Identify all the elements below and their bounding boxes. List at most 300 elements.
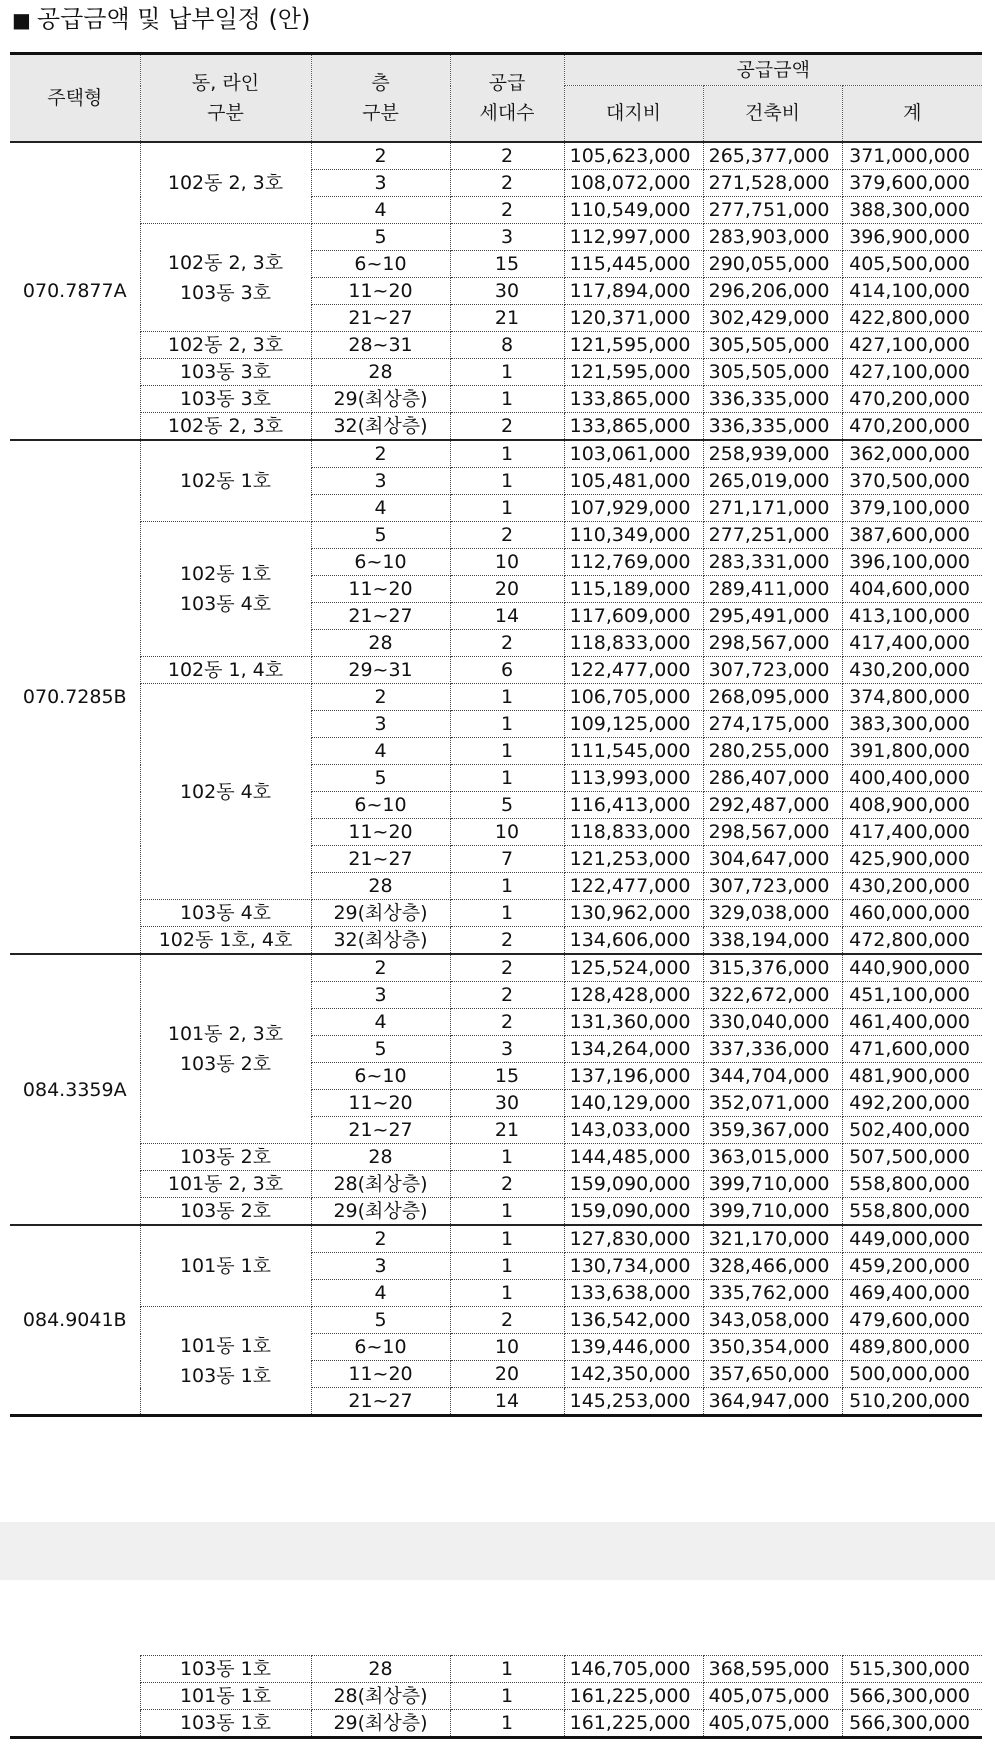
building-cost-cell: 271,528,000	[703, 170, 842, 197]
floor-cell: 28	[311, 873, 450, 900]
total-cell: 425,900,000	[842, 846, 982, 873]
land-cost-cell: 130,962,000	[564, 900, 703, 927]
total-cell: 566,300,000	[842, 1683, 982, 1710]
units-cell: 1	[450, 684, 564, 711]
total-cell: 362,000,000	[842, 440, 982, 468]
table-row	[10, 900, 982, 927]
land-cost-cell: 130,734,000	[564, 1253, 703, 1280]
building-cost-cell: 307,723,000	[703, 873, 842, 900]
units-cell: 1	[450, 1683, 564, 1710]
total-cell: 469,400,000	[842, 1280, 982, 1307]
units-cell: 2	[450, 142, 564, 170]
building-cost-cell: 399,710,000	[703, 1198, 842, 1226]
land-cost-cell: 109,125,000	[564, 711, 703, 738]
page-break-gap	[0, 1522, 995, 1580]
dong-line-cell	[140, 684, 311, 900]
land-cost-cell: 121,253,000	[564, 846, 703, 873]
header-dong-line: 동, 라인 구분	[140, 54, 311, 143]
continuation-table	[10, 1655, 982, 1739]
units-cell: 6	[450, 657, 564, 684]
floor-cell: 11~20	[311, 1361, 450, 1388]
floor-cell: 11~20	[311, 819, 450, 846]
building-cost-cell: 283,331,000	[703, 549, 842, 576]
table-body	[10, 142, 982, 1416]
units-cell: 1	[450, 495, 564, 522]
total-cell: 451,100,000	[842, 982, 982, 1009]
building-cost-cell: 298,567,000	[703, 819, 842, 846]
total-cell: 430,200,000	[842, 657, 982, 684]
floor-cell: 32(최상층)	[311, 413, 450, 441]
land-cost-cell: 128,428,000	[564, 982, 703, 1009]
dong-line-text: 101동 1호	[179, 1334, 272, 1357]
land-cost-cell: 136,542,000	[564, 1307, 703, 1334]
land-cost-cell: 131,360,000	[564, 1009, 703, 1036]
units-cell: 2	[450, 1307, 564, 1334]
total-cell: 471,600,000	[842, 1036, 982, 1063]
units-cell: 1	[450, 1280, 564, 1307]
total-cell: 388,300,000	[842, 197, 982, 224]
dong-line-text: 102동 4호	[179, 780, 272, 803]
dong-line-text: 101동 2, 3호	[167, 1023, 284, 1045]
dong-line-text: 103동 2호	[179, 1200, 272, 1222]
floor-cell: 28(최상층)	[311, 1171, 450, 1198]
units-cell: 2	[450, 954, 564, 982]
building-cost-cell: 399,710,000	[703, 1171, 842, 1198]
building-cost-cell: 277,251,000	[703, 522, 842, 549]
units-cell: 1	[450, 765, 564, 792]
land-cost-cell: 120,371,000	[564, 305, 703, 332]
table-row	[10, 386, 982, 413]
total-cell: 500,000,000	[842, 1361, 982, 1388]
dong-line-cell: 103동 1호	[140, 1656, 311, 1683]
floor-cell: 3	[311, 1253, 450, 1280]
units-cell: 1	[450, 386, 564, 413]
table-row	[10, 657, 982, 684]
table-row	[10, 359, 982, 386]
land-cost-cell: 118,833,000	[564, 819, 703, 846]
total-cell: 558,800,000	[842, 1198, 982, 1226]
land-cost-cell: 159,090,000	[564, 1171, 703, 1198]
total-cell: 396,900,000	[842, 224, 982, 251]
total-cell: 417,400,000	[842, 630, 982, 657]
floor-cell: 28~31	[311, 332, 450, 359]
table-row	[10, 142, 982, 170]
housing-type-cell: 084.9041B	[10, 1225, 140, 1416]
floor-cell: 28	[311, 1656, 450, 1683]
land-cost-cell: 139,446,000	[564, 1334, 703, 1361]
dong-line-cell	[140, 359, 311, 386]
units-cell: 1	[450, 873, 564, 900]
floor-cell: 29(최상층)	[311, 1710, 450, 1738]
floor-cell: 5	[311, 522, 450, 549]
land-cost-cell: 110,349,000	[564, 522, 703, 549]
land-cost-cell: 116,413,000	[564, 792, 703, 819]
land-cost-cell: 121,595,000	[564, 332, 703, 359]
building-cost-cell: 290,055,000	[703, 251, 842, 278]
units-cell: 7	[450, 846, 564, 873]
floor-cell: 11~20	[311, 1090, 450, 1117]
table-row	[10, 440, 982, 468]
header-land-cost: 대지비	[564, 86, 703, 143]
continuation-body	[10, 1656, 982, 1738]
total-cell: 396,100,000	[842, 549, 982, 576]
total-cell: 460,000,000	[842, 900, 982, 927]
header-supply-amount: 공급금액	[564, 54, 982, 86]
floor-cell: 21~27	[311, 603, 450, 630]
header-floor: 층 구분	[311, 54, 450, 143]
total-cell: 492,200,000	[842, 1090, 982, 1117]
dong-line-text: 102동 2, 3호	[167, 334, 284, 356]
units-cell: 20	[450, 1361, 564, 1388]
dong-line-cell: 103동 1호	[140, 1710, 311, 1738]
building-cost-cell: 363,015,000	[703, 1144, 842, 1171]
total-cell: 408,900,000	[842, 792, 982, 819]
land-cost-cell: 133,865,000	[564, 386, 703, 413]
total-cell: 440,900,000	[842, 954, 982, 982]
table-row	[10, 1710, 982, 1738]
building-cost-cell: 330,040,000	[703, 1009, 842, 1036]
floor-cell: 6~10	[311, 549, 450, 576]
table-row	[10, 1683, 982, 1710]
building-cost-cell: 280,255,000	[703, 738, 842, 765]
table-row	[10, 954, 982, 982]
empty-type-cell	[10, 1683, 140, 1710]
floor-cell: 3	[311, 982, 450, 1009]
dong-line-cell	[140, 440, 311, 522]
table-header	[10, 54, 982, 143]
units-cell: 14	[450, 603, 564, 630]
dong-line-text: 103동 4호	[179, 902, 272, 924]
dong-line-text: 102동 1호, 4호	[158, 929, 293, 951]
floor-cell: 32(최상층)	[311, 927, 450, 955]
housing-type-cell: 070.7877A	[10, 142, 140, 440]
land-cost-cell: 115,445,000	[564, 251, 703, 278]
total-cell: 566,300,000	[842, 1710, 982, 1738]
land-cost-cell: 134,264,000	[564, 1036, 703, 1063]
total-cell: 481,900,000	[842, 1063, 982, 1090]
table-row	[10, 684, 982, 711]
total-cell: 413,100,000	[842, 603, 982, 630]
table-row	[10, 1144, 982, 1171]
land-cost-cell: 107,929,000	[564, 495, 703, 522]
floor-cell: 2	[311, 954, 450, 982]
units-cell: 2	[450, 197, 564, 224]
floor-cell: 4	[311, 738, 450, 765]
floor-cell: 4	[311, 1009, 450, 1036]
housing-type-cell: 070.7285B	[10, 440, 140, 954]
floor-cell: 28	[311, 630, 450, 657]
units-cell: 21	[450, 1117, 564, 1144]
building-cost-cell: 329,038,000	[703, 900, 842, 927]
floor-cell: 21~27	[311, 1388, 450, 1416]
dong-line-cell	[140, 142, 311, 224]
land-cost-cell: 122,477,000	[564, 873, 703, 900]
building-cost-cell: 304,647,000	[703, 846, 842, 873]
units-cell: 2	[450, 982, 564, 1009]
land-cost-cell: 105,623,000	[564, 142, 703, 170]
total-cell: 383,300,000	[842, 711, 982, 738]
building-cost-cell: 359,367,000	[703, 1117, 842, 1144]
floor-cell: 6~10	[311, 1063, 450, 1090]
floor-cell: 6~10	[311, 251, 450, 278]
land-cost-cell: 159,090,000	[564, 1198, 703, 1226]
floor-cell: 4	[311, 1280, 450, 1307]
units-cell: 10	[450, 1334, 564, 1361]
units-cell: 8	[450, 332, 564, 359]
table-row	[10, 332, 982, 359]
table-row	[10, 1171, 982, 1198]
units-cell: 2	[450, 927, 564, 955]
total-cell: 370,500,000	[842, 468, 982, 495]
header-building-cost: 건축비	[703, 86, 842, 143]
building-cost-cell: 344,704,000	[703, 1063, 842, 1090]
building-cost-cell: 265,377,000	[703, 142, 842, 170]
total-cell: 400,400,000	[842, 765, 982, 792]
units-cell: 1	[450, 738, 564, 765]
building-cost-cell: 350,354,000	[703, 1334, 842, 1361]
building-cost-cell: 337,336,000	[703, 1036, 842, 1063]
land-cost-cell: 103,061,000	[564, 440, 703, 468]
units-cell: 1	[450, 359, 564, 386]
building-cost-cell: 322,672,000	[703, 982, 842, 1009]
land-cost-cell: 110,549,000	[564, 197, 703, 224]
units-cell: 30	[450, 278, 564, 305]
units-cell: 1	[450, 468, 564, 495]
land-cost-cell: 144,485,000	[564, 1144, 703, 1171]
total-cell: 427,100,000	[842, 359, 982, 386]
units-cell: 2	[450, 170, 564, 197]
building-cost-cell: 307,723,000	[703, 657, 842, 684]
land-cost-cell: 115,189,000	[564, 576, 703, 603]
floor-cell: 11~20	[311, 278, 450, 305]
header-supply-units: 공급 세대수	[450, 54, 564, 143]
building-cost-cell: 405,075,000	[703, 1683, 842, 1710]
units-cell: 1	[450, 1225, 564, 1253]
land-cost-cell: 143,033,000	[564, 1117, 703, 1144]
units-cell: 3	[450, 1036, 564, 1063]
total-cell: 515,300,000	[842, 1656, 982, 1683]
dong-line-cell	[140, 1198, 311, 1226]
total-cell: 470,200,000	[842, 386, 982, 413]
building-cost-cell: 289,411,000	[703, 576, 842, 603]
units-cell: 15	[450, 1063, 564, 1090]
table-row	[10, 522, 982, 549]
floor-cell: 2	[311, 440, 450, 468]
dong-line-text: 103동 1호	[179, 1364, 272, 1387]
building-cost-cell: 357,650,000	[703, 1361, 842, 1388]
land-cost-cell: 145,253,000	[564, 1388, 703, 1416]
header-housing-type: 주택형	[10, 54, 140, 143]
supply-price-table	[10, 52, 982, 1417]
land-cost-cell: 161,225,000	[564, 1710, 703, 1738]
land-cost-cell: 161,225,000	[564, 1683, 703, 1710]
units-cell: 1	[450, 1656, 564, 1683]
floor-cell: 5	[311, 1307, 450, 1334]
land-cost-cell: 113,993,000	[564, 765, 703, 792]
square-bullet-icon: ■	[12, 8, 31, 32]
total-cell: 470,200,000	[842, 413, 982, 441]
table-row	[10, 927, 982, 955]
building-cost-cell: 286,407,000	[703, 765, 842, 792]
floor-cell: 5	[311, 224, 450, 251]
floor-cell: 2	[311, 142, 450, 170]
floor-cell: 21~27	[311, 846, 450, 873]
land-cost-cell: 108,072,000	[564, 170, 703, 197]
land-cost-cell: 111,545,000	[564, 738, 703, 765]
land-cost-cell: 112,997,000	[564, 224, 703, 251]
land-cost-cell: 133,865,000	[564, 413, 703, 441]
total-cell: 414,100,000	[842, 278, 982, 305]
building-cost-cell: 405,075,000	[703, 1710, 842, 1738]
units-cell: 30	[450, 1090, 564, 1117]
dong-line-cell	[140, 332, 311, 359]
page-title-text: 공급금액 및 납부일정 (안)	[36, 5, 311, 33]
total-cell: 461,400,000	[842, 1009, 982, 1036]
land-cost-cell: 125,524,000	[564, 954, 703, 982]
building-cost-cell: 321,170,000	[703, 1225, 842, 1253]
total-cell: 404,600,000	[842, 576, 982, 603]
land-cost-cell: 134,606,000	[564, 927, 703, 955]
total-cell: 510,200,000	[842, 1388, 982, 1416]
floor-cell: 29(최상층)	[311, 1198, 450, 1226]
floor-cell: 21~27	[311, 1117, 450, 1144]
building-cost-cell: 268,095,000	[703, 684, 842, 711]
building-cost-cell: 328,466,000	[703, 1253, 842, 1280]
floor-cell: 29(최상층)	[311, 900, 450, 927]
housing-type-cell: 084.3359A	[10, 954, 140, 1225]
total-cell: 502,400,000	[842, 1117, 982, 1144]
dong-line-cell	[140, 1171, 311, 1198]
land-cost-cell: 122,477,000	[564, 657, 703, 684]
floor-cell: 4	[311, 197, 450, 224]
building-cost-cell: 305,505,000	[703, 332, 842, 359]
dong-line-text: 102동 1호	[179, 470, 272, 492]
total-cell: 371,000,000	[842, 142, 982, 170]
dong-line-text: 102동 2, 3호	[167, 251, 284, 274]
building-cost-cell: 338,194,000	[703, 927, 842, 955]
dong-line-text: 102동 2, 3호	[167, 415, 284, 437]
dong-line-text: 103동 2호	[179, 1146, 272, 1168]
floor-cell: 5	[311, 1036, 450, 1063]
units-cell: 5	[450, 792, 564, 819]
total-cell: 374,800,000	[842, 684, 982, 711]
building-cost-cell: 343,058,000	[703, 1307, 842, 1334]
floor-cell: 21~27	[311, 305, 450, 332]
floor-cell: 3	[311, 711, 450, 738]
floor-cell: 2	[311, 1225, 450, 1253]
total-cell: 427,100,000	[842, 332, 982, 359]
dong-line-text: 102동 2, 3호	[167, 172, 284, 194]
dong-line-text: 103동 3호	[179, 388, 272, 410]
dong-line-cell	[140, 900, 311, 927]
floor-cell: 11~20	[311, 576, 450, 603]
building-cost-cell: 265,019,000	[703, 468, 842, 495]
floor-cell: 29(최상층)	[311, 386, 450, 413]
units-cell: 14	[450, 1388, 564, 1416]
dong-line-cell	[140, 1144, 311, 1171]
building-cost-cell: 368,595,000	[703, 1656, 842, 1683]
dong-line-cell	[140, 386, 311, 413]
floor-cell: 4	[311, 495, 450, 522]
total-cell: 507,500,000	[842, 1144, 982, 1171]
units-cell: 2	[450, 630, 564, 657]
building-cost-cell: 364,947,000	[703, 1388, 842, 1416]
units-cell: 1	[450, 711, 564, 738]
land-cost-cell: 118,833,000	[564, 630, 703, 657]
table-row	[10, 1198, 982, 1226]
empty-type-cell	[10, 1656, 140, 1683]
units-cell: 1	[450, 1710, 564, 1738]
dong-line-cell	[140, 522, 311, 657]
dong-line-text: 101동 2, 3호	[167, 1173, 284, 1195]
floor-cell: 29~31	[311, 657, 450, 684]
building-cost-cell: 305,505,000	[703, 359, 842, 386]
floor-cell: 5	[311, 765, 450, 792]
floor-cell: 28	[311, 1144, 450, 1171]
land-cost-cell: 112,769,000	[564, 549, 703, 576]
building-cost-cell: 283,903,000	[703, 224, 842, 251]
units-cell: 2	[450, 1171, 564, 1198]
total-cell: 479,600,000	[842, 1307, 982, 1334]
total-cell: 387,600,000	[842, 522, 982, 549]
building-cost-cell: 295,491,000	[703, 603, 842, 630]
units-cell: 10	[450, 549, 564, 576]
dong-line-cell	[140, 413, 311, 441]
units-cell: 1	[450, 1198, 564, 1226]
dong-line-text: 103동 4호	[179, 593, 272, 615]
land-cost-cell: 105,481,000	[564, 468, 703, 495]
building-cost-cell: 336,335,000	[703, 413, 842, 441]
floor-cell: 6~10	[311, 792, 450, 819]
dong-line-cell	[140, 657, 311, 684]
land-cost-cell: 117,609,000	[564, 603, 703, 630]
units-cell: 2	[450, 522, 564, 549]
total-cell: 489,800,000	[842, 1334, 982, 1361]
dong-line-cell	[140, 927, 311, 955]
total-cell: 405,500,000	[842, 251, 982, 278]
floor-cell: 28	[311, 359, 450, 386]
table-row	[10, 1225, 982, 1253]
land-cost-cell: 121,595,000	[564, 359, 703, 386]
total-cell: 379,100,000	[842, 495, 982, 522]
units-cell: 1	[450, 1253, 564, 1280]
dong-line-text: 103동 3호	[179, 361, 272, 383]
land-cost-cell: 137,196,000	[564, 1063, 703, 1090]
table-row	[10, 1307, 982, 1334]
total-cell: 422,800,000	[842, 305, 982, 332]
building-cost-cell: 298,567,000	[703, 630, 842, 657]
dong-line-text: 101동 1호	[179, 1255, 272, 1277]
table-row	[10, 1656, 982, 1683]
floor-cell: 3	[311, 170, 450, 197]
dong-line-text: 103동 3호	[179, 281, 272, 304]
building-cost-cell: 302,429,000	[703, 305, 842, 332]
land-cost-cell: 146,705,000	[564, 1656, 703, 1683]
building-cost-cell: 274,175,000	[703, 711, 842, 738]
units-cell: 15	[450, 251, 564, 278]
total-cell: 459,200,000	[842, 1253, 982, 1280]
building-cost-cell: 296,206,000	[703, 278, 842, 305]
land-cost-cell: 142,350,000	[564, 1361, 703, 1388]
floor-cell: 6~10	[311, 1334, 450, 1361]
units-cell: 20	[450, 576, 564, 603]
units-cell: 1	[450, 440, 564, 468]
building-cost-cell: 336,335,000	[703, 386, 842, 413]
land-cost-cell: 127,830,000	[564, 1225, 703, 1253]
units-cell: 10	[450, 819, 564, 846]
dong-line-cell	[140, 1225, 311, 1307]
land-cost-cell: 133,638,000	[564, 1280, 703, 1307]
